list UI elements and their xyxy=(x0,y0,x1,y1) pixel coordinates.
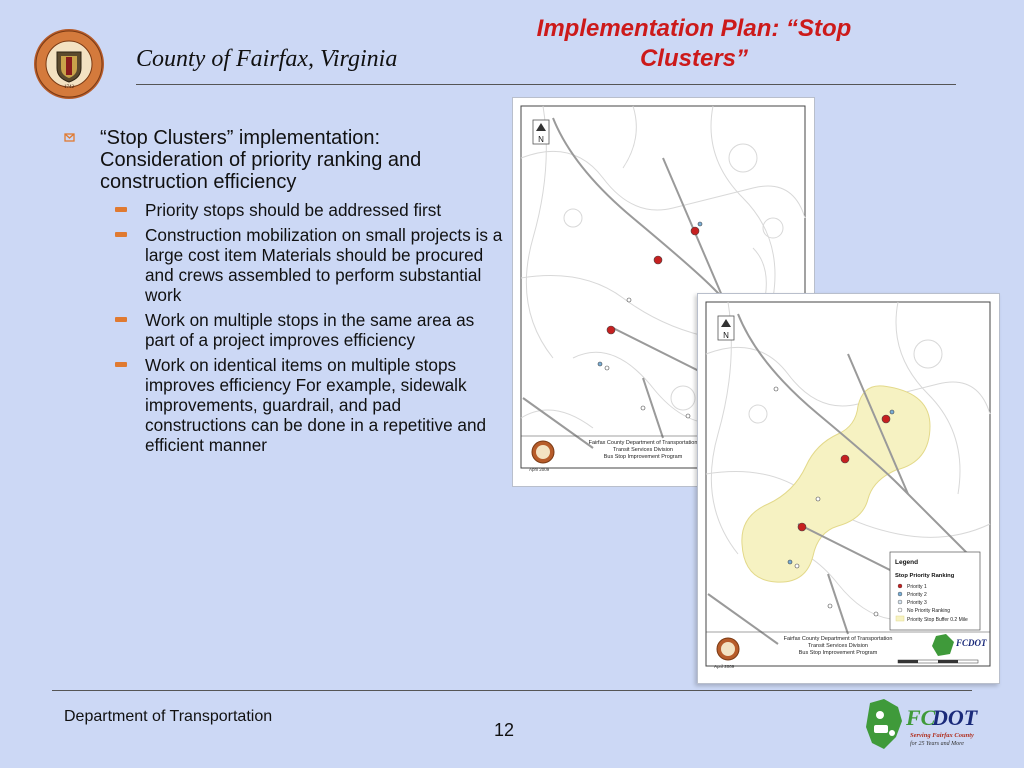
sub-bullet xyxy=(109,200,504,220)
dash-marker-icon xyxy=(115,362,127,367)
sub-bullet-text: Work on multiple stops in the same area as part of a project improves efficiency xyxy=(145,310,475,350)
scale-bar xyxy=(898,660,978,663)
svg-text:Transit Services Division: Transit Services Division xyxy=(612,447,674,453)
sub-bullet xyxy=(109,225,504,305)
svg-text:FCDOT: FCDOT xyxy=(956,638,987,648)
svg-text:N: N xyxy=(723,331,729,340)
slide-title: Implementation Plan: “Stop Clusters” xyxy=(536,15,852,72)
svg-text:Priority Stop Buffer 0.2 Mile: Priority Stop Buffer 0.2 Mile xyxy=(907,617,968,623)
svg-text:No Priority Ranking: No Priority Ranking xyxy=(907,608,951,614)
header-divider xyxy=(136,84,956,85)
bullet-level-1 xyxy=(64,127,504,193)
svg-text:Priority 2: Priority 2 xyxy=(907,592,927,598)
footer-divider xyxy=(52,690,972,691)
north-arrow-icon xyxy=(533,120,549,144)
footer-department: Department of Transportation xyxy=(64,708,273,725)
dash-marker-icon xyxy=(115,207,127,212)
stop-cluster-map-image xyxy=(697,293,1000,684)
fcdot-logo xyxy=(862,697,980,753)
svg-text:N: N xyxy=(538,135,544,144)
bullet-list xyxy=(64,127,504,460)
stop-cluster-map-drawing xyxy=(698,294,999,683)
north-arrow-icon xyxy=(718,316,734,340)
page-number: 12 xyxy=(494,720,515,740)
svg-text:Stop Priority Ranking: Stop Priority Ranking xyxy=(895,573,955,579)
sub-bullet xyxy=(109,310,504,350)
dash-marker-icon xyxy=(115,232,127,237)
svg-text:DOT: DOT xyxy=(932,705,978,730)
map-legend xyxy=(890,552,980,630)
svg-text:FC: FC xyxy=(906,705,936,730)
bullet-text: “Stop Clusters” implementation: Consideration of priority ranking and construction efficiency xyxy=(100,127,422,193)
svg-text:Priority 3: Priority 3 xyxy=(907,600,927,606)
svg-text:April 2009: April 2009 xyxy=(714,664,735,669)
sub-bullet-text: Work on identical items on multiple stops improves efficiency For example, sidewalk improvements, guardrail, and pad constructions can be done in a repetitive and efficient manner xyxy=(145,355,487,455)
svg-text:for 25 Years and More: for 25 Years and More xyxy=(910,741,964,747)
svg-text:Fairfax County Department of T: Fairfax County Department of Transportation xyxy=(588,440,698,446)
svg-text:1742: 1742 xyxy=(64,85,74,90)
sub-bullet-text: Construction mobilization on small projects is a large cost item Materials should be procured and crews assembled to perform substantial work xyxy=(145,225,503,305)
sub-bullet-text: Priority stops should be addressed first xyxy=(145,200,442,220)
svg-text:Fairfax County Department of T: Fairfax County Department of Transportation xyxy=(783,636,893,642)
dash-marker-icon xyxy=(115,317,127,322)
svg-text:April 2009: April 2009 xyxy=(529,467,550,472)
svg-text:Legend: Legend xyxy=(895,559,919,566)
county-seal xyxy=(33,28,105,100)
sub-bullet-list xyxy=(109,200,504,455)
bullet-marker-icon xyxy=(64,132,75,142)
svg-text:Priority 1: Priority 1 xyxy=(907,584,927,590)
county-name: County of Fairfax, Virginia xyxy=(136,46,398,72)
svg-text:Transit Services Division: Transit Services Division xyxy=(807,643,869,649)
svg-text:Serving Fairfax County: Serving Fairfax County xyxy=(910,732,974,739)
svg-text:Bus Stop Improvement Program: Bus Stop Improvement Program xyxy=(603,454,683,460)
sub-bullet xyxy=(109,355,504,455)
svg-text:Bus Stop Improvement Program: Bus Stop Improvement Program xyxy=(798,650,878,656)
